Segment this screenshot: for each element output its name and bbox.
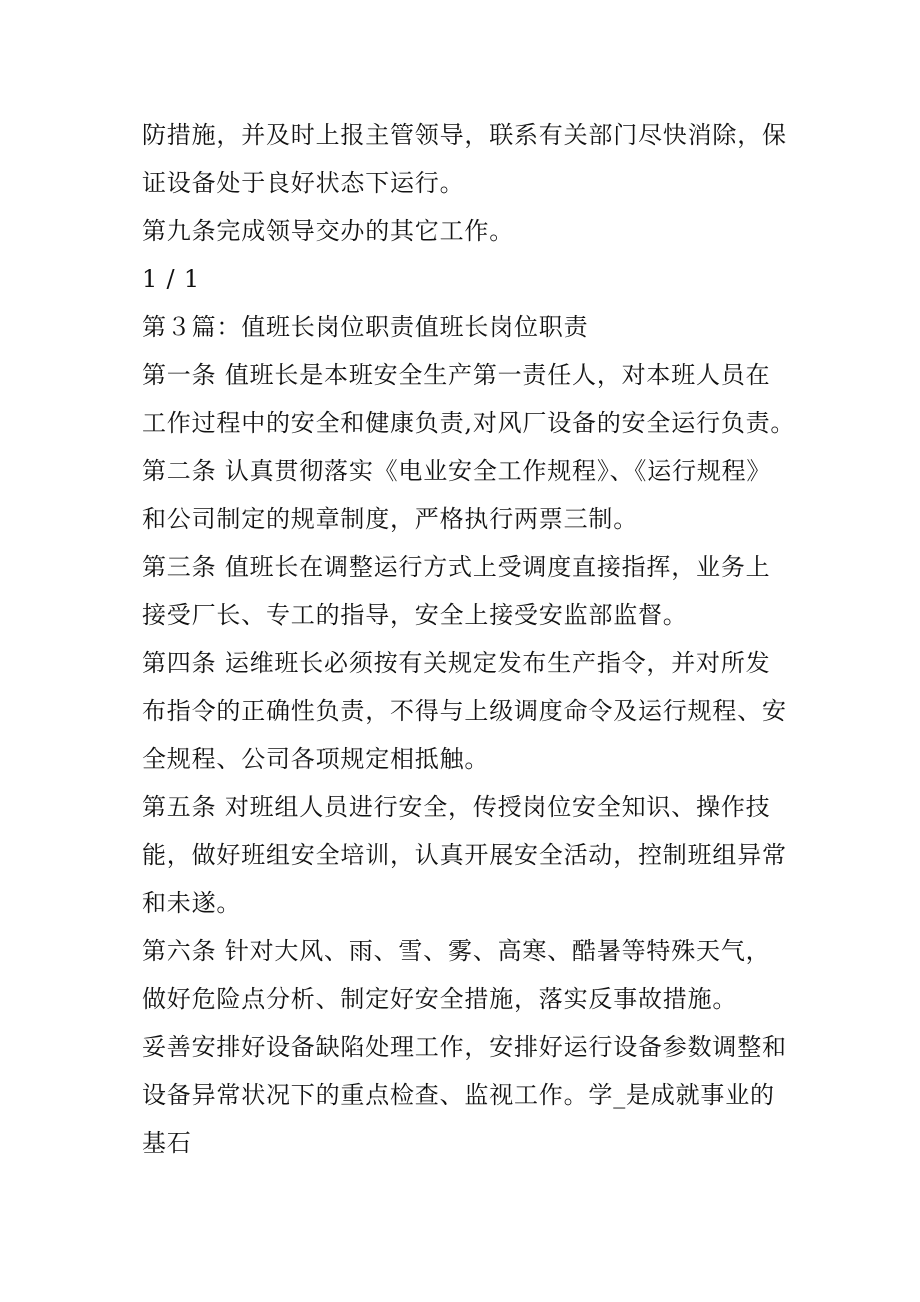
section-title: 第３篇：值班长岗位职责值班长岗位职责 (142, 313, 589, 341)
text-line: 第九条完成领导交办的其它工作。 (142, 217, 514, 245)
text-line: 布指令的正确性负责，不得与上级调度命令及运行规程、安 (142, 697, 787, 725)
text-line: 能，做好班组安全培训，认真开展安全活动，控制班组异常 (142, 841, 787, 869)
page-number: 1 / 1 (142, 265, 200, 293)
text-line: 工作过程中的安全和健康负责,对风厂设备的安全运行负责。 (142, 409, 796, 437)
text-line: 第三条 值班长在调整运行方式上受调度直接指挥，业务上 (142, 553, 771, 581)
text-line: 第二条 认真贯彻落实《电业安全工作规程》、《运行规程》 (142, 457, 772, 485)
text-line: 第一条 值班长是本班安全生产第一责任人，对本班人员在 (142, 361, 771, 389)
text-line: 和公司制定的规章制度，严格执行两票三制。 (142, 505, 638, 533)
text-line: 做好危险点分析、制定好安全措施，落实反事故措施。 (142, 985, 738, 1013)
text-line: 和未遂。 (142, 889, 242, 917)
text-line: 第五条 对班组人员进行安全，传授岗位安全知识、操作技 (142, 793, 771, 821)
text-line: 第六条 针对大风、雨、雪、雾、高寒、酷暑等特殊天气， (142, 937, 771, 965)
text-line: 第四条 运维班长必须按有关规定发布生产指令，并对所发 (142, 649, 771, 677)
text-line: 全规程、公司各项规定相抵触。 (142, 745, 490, 773)
text-line: 防措施，并及时上报主管领导，联系有关部门尽快消除，保 (142, 121, 787, 149)
text-line: 设备异常状况下的重点检查、监视工作。学_是成就事业的 (142, 1081, 775, 1109)
text-line: 基石 (142, 1129, 192, 1157)
text-line: 妥善安排好设备缺陷处理工作，安排好运行设备参数调整和 (142, 1033, 787, 1061)
text-line: 证设备处于良好状态下运行。 (142, 169, 465, 197)
text-line: 接受厂长、专工的指导，安全上接受安监部监督。 (142, 601, 688, 629)
